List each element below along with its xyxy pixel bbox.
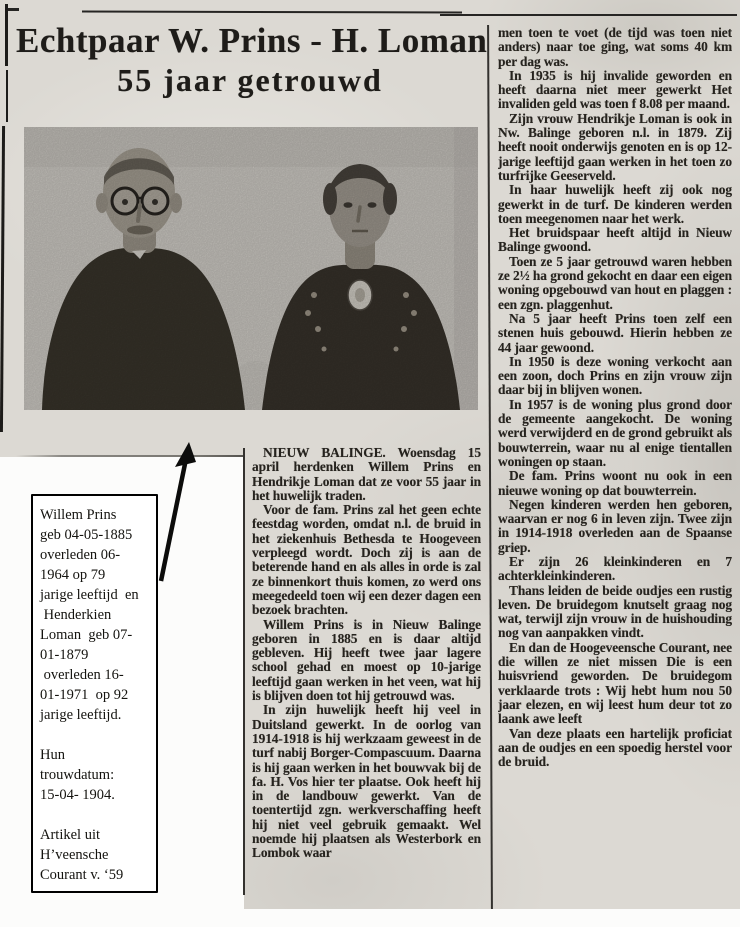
note-line: trouwdatum:: [40, 767, 115, 783]
note-line: 01-1971 op 92: [40, 687, 129, 703]
note-line: [40, 805, 154, 825]
article-paragraph: En dan de Hoogeveensche Courant, nee die willen ze niet missen Die is een huisvriend geworden. De bruidegom verklaarde trots : Wij hebt hum nou 50 jaar elezen, en wij leest hum deur tot zo laank awe leeft: [498, 639, 732, 727]
note-line: H’veensche: [40, 847, 109, 863]
note-line: 1964 op 79: [40, 567, 106, 583]
top-rule-dash: [8, 8, 19, 11]
note-line: 15-04- 1904.: [40, 787, 115, 803]
article-paragraph: In zijn huwelijk heeft hij veel in Duitsland gewerkt. In de oorlog van 1914-1918 is hij werkzaam geweest in de turf nabij Borger-Compascuum. Daarna is hij gaan werken in het bouwvak bij de fa. H. Vos hier ter plaatse. Ook heeft hij in de landbouw gewerkt. Van de toentertijd zgn. werkverschaffing heeft hij niet veel gebruik gemaakt. Wel noemde hij plaatsen als Westerbork en Lombok waar: [252, 702, 481, 861]
article-paragraph: Thans leiden de beide oudjes een rustig leven. De bruidegom knutselt graag nog wat, terwijl zijn vrouw in de huishouding nog van aanpakken vindt.: [498, 582, 732, 641]
note-line: geb 04-05-1885: [40, 527, 133, 543]
torn-edge-left: [6, 70, 8, 122]
article-paragraph: In 1935 is hij invalide geworden en heeft daarna niet meer gewerkt Het invaliden geld was toen f 8.08 per maand.: [498, 67, 732, 112]
article-paragraph: De fam. Prins woont nu ook in een nieuwe woning op dat bouwterrein.: [498, 468, 732, 498]
article-paragraph: men toen te voet (de tijd was toen niet anders) naar toe ging, wat soms 40 km per dag was.: [498, 26, 732, 69]
article-paragraph: NIEUW BALINGE. Woensdag 15 april herdenken Willem Prins en Hendrikje Loman dat ze voor 55 jaar in het huwelijk traden.: [252, 446, 481, 503]
article-paragraph: Voor de fam. Prins zal het geen echte feestdag worden, omdat n.l. de bruid in het ziekenhuis Bethesda te Hoogeveen verpleegd wordt. Doch zij is aan de beterende hand en als alles in orde is zal ze binnenkort thuis komen, zo werd ons meegedeeld toen wij een dezer dagen een bezoek brachten.: [252, 502, 481, 618]
headline-line2: 55 jaar getrouwd: [117, 62, 383, 98]
note-line: 01-1879: [40, 647, 89, 663]
note-line: Henderkien: [40, 607, 112, 623]
article-column-middle: [252, 446, 481, 906]
note-line: overleden 06-: [40, 547, 121, 563]
note-line: Artikel uit: [40, 827, 101, 843]
article-headline: [16, 21, 488, 98]
note-line: jarige leeftijd en: [40, 587, 139, 603]
article-paragraph: Van deze plaats een hartelijk proficiat aan de oudjes en een spoedig herstel voor de bruid.: [498, 725, 732, 770]
note-line: Courant v. ‘59: [40, 867, 124, 883]
note-line: Willem Prins: [40, 507, 117, 523]
note-line: Loman geb 07-: [40, 627, 133, 643]
headline-line1: Echtpaar W. Prins - H. Loman: [16, 21, 488, 60]
couple-photo-illustration: [24, 127, 478, 410]
article-paragraph: In 1957 is de woning plus grond door de gemeente aangekocht. De woning werd verwijderd en de grond gebruikt als bouwterrein, waar nu al enige tientallen woningen op staan.: [498, 396, 732, 469]
clipping-bottom-edge: [16, 455, 244, 457]
note-line: Hun: [40, 747, 65, 763]
annotation-note-box: [31, 494, 158, 893]
article-paragraph: Negen kinderen werden hen geboren, waarvan er nog 6 in leven zijn. Twee zijn in 1914-1918 overleden aan de Spaanse griep.: [498, 496, 732, 555]
article-paragraph: Toen ze 5 jaar getrouwd waren hebben ze 2½ ha grond gekocht en daar een eigen woning opgebouwd van hout en plaggen : een zgn. plaggenhut.: [498, 253, 732, 312]
article-paragraph: In haar huwelijk heeft zij ook nog gewerkt in de turf. De kinderen werden toen meegenomen naar het werk.: [498, 182, 732, 226]
note-line: jarige leeftijd.: [40, 707, 122, 723]
article-paragraph: Willem Prins is in Nieuw Balinge geboren in 1885 en is daar altijd gebleven. Hij heeft twee jaar lagere school gehad en moest op 10-jarige leeftijd gaan werken in het veen, wat hij is blijven doen tot hij getrouwd was.: [252, 616, 481, 704]
torn-edge-left: [5, 4, 8, 66]
article-paragraph: Het bruidspaar heeft altijd in Nieuw Balinge gwoond.: [498, 225, 732, 255]
article-paragraph: In 1950 is deze woning verkocht aan een zoon, doch Prins en zijn vrouw zijn daar bij in blijven wonen.: [498, 353, 732, 398]
article-paragraph: Zijn vrouw Hendrikje Loman is ook in Nw. Balinge geboren n.l. in 1879. Zij heeft nooit onderwijs genoten en is op 12-jarige leeftijd gaan werken in het toen zo turfrijke Geeserveld.: [498, 110, 732, 183]
note-line: [40, 725, 154, 745]
article-column-right: [498, 26, 732, 912]
article-paragraph: Na 5 jaar heeft Prins toen zelf een stenen huis gebouwd. Hierin hebben ze 44 jaar gewoond.: [498, 310, 732, 355]
article-paragraph: Er zijn 26 kleinkinderen en 7 achterkleinkinderen.: [498, 553, 732, 584]
top-rule-right: [440, 14, 737, 16]
column-rule-middle: [243, 448, 245, 895]
note-line: overleden 16-: [40, 667, 124, 683]
couple-photo: [24, 127, 478, 410]
annotation-arrow: [148, 441, 200, 587]
